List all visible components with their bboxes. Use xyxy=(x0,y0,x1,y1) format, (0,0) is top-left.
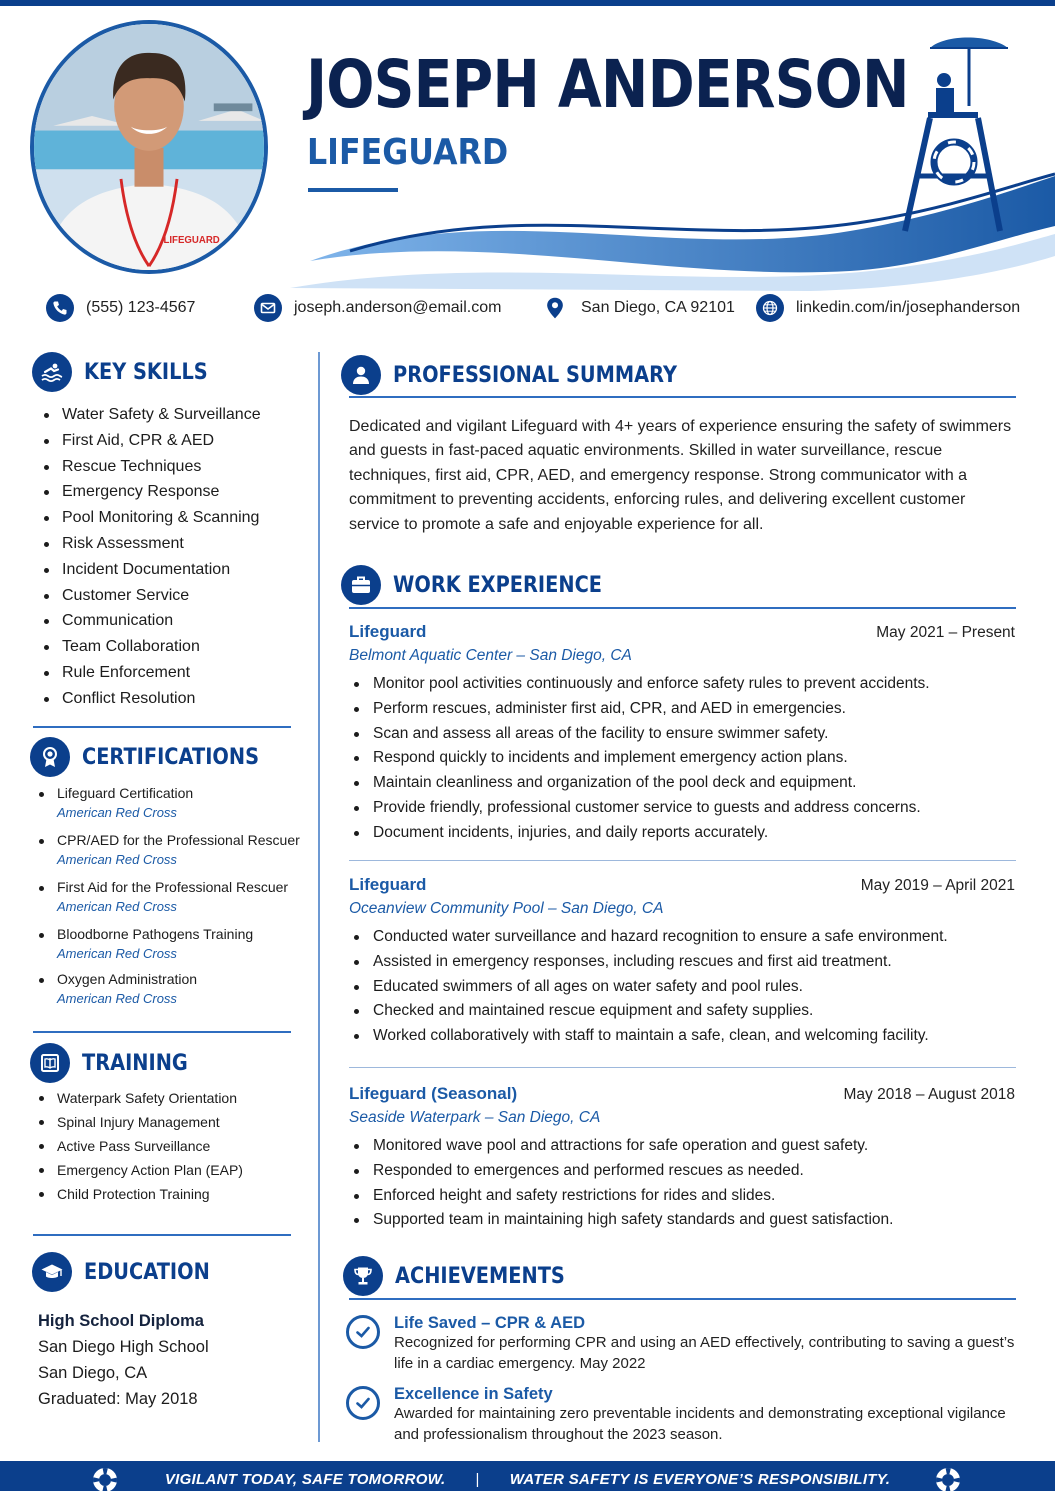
achievement-item xyxy=(346,1313,1016,1374)
certifications-title: CERTIFICATIONS xyxy=(82,744,260,770)
cert-org: American Red Cross xyxy=(57,991,177,1006)
achievement-title: Life Saved – CPR & AED xyxy=(394,1314,586,1332)
header-wave-art xyxy=(290,26,1055,296)
job-bullets xyxy=(349,674,1015,848)
list-item: Document incidents, injuries, and daily reports accurately. xyxy=(349,823,1015,848)
cert-org: American Red Cross xyxy=(57,805,177,820)
list-item: Communication xyxy=(38,610,261,636)
contact-email xyxy=(254,294,501,322)
skills-title: KEY SKILLS xyxy=(84,359,208,385)
contact-phone xyxy=(46,294,195,322)
job-dates: May 2018 – August 2018 xyxy=(843,1086,1015,1103)
list-item: Rescue Techniques xyxy=(38,456,261,482)
section-divider xyxy=(33,1031,291,1033)
list-item: Respond quickly to incidents and implement emergency action plans. xyxy=(349,748,1015,773)
footer-separator: | xyxy=(475,1470,480,1488)
cert-name: CPR/AED for the Professional Rescuer xyxy=(57,832,300,848)
job-role: Lifeguard xyxy=(349,875,427,894)
list-item: Educated swimmers of all ages on water safety and pool rules. xyxy=(349,977,1015,1002)
section-divider xyxy=(33,1234,291,1236)
footer-banner xyxy=(0,1461,1055,1491)
job-dates: May 2021 – Present xyxy=(876,624,1015,641)
graduation-cap-icon xyxy=(32,1252,72,1292)
cert-name: Oxygen Administration xyxy=(57,971,198,987)
list-item xyxy=(33,878,300,925)
list-item xyxy=(33,970,300,1017)
training-list xyxy=(33,1088,243,1208)
list-item: Supported team in maintaining high safety standards and guest satisfaction. xyxy=(349,1210,1015,1235)
experience-header xyxy=(341,565,631,605)
list-item: Monitored wave pool and attractions for safe operation and guest safety. xyxy=(349,1136,1015,1161)
skills-list xyxy=(38,404,261,714)
list-item: Enforced height and safety restrictions for rides and slides. xyxy=(349,1186,1015,1211)
cert-org: American Red Cross xyxy=(57,899,177,914)
list-item: Conducted water surveillance and hazard recognition to ensure a safe environment. xyxy=(349,927,1015,952)
list-item: Monitor pool activities continuously and enforce safety rules to prevent accidents. xyxy=(349,674,1015,699)
achievement-desc: Awarded for maintaining zero preventable incidents and demonstrating exceptional vigilance and professionalism throughout the 2023 season. xyxy=(394,1405,1006,1443)
section-divider xyxy=(349,607,1016,609)
linkedin-text[interactable]: linkedin.com/in/josephanderson xyxy=(796,299,1021,316)
job-divider xyxy=(349,860,1016,861)
list-item: Waterpark Safety Orientation xyxy=(33,1088,243,1112)
briefcase-icon xyxy=(341,565,381,605)
job-entry xyxy=(349,1084,1015,1235)
training-title: TRAINING xyxy=(82,1050,188,1076)
list-item: Perform rescues, administer first aid, CPR, and AED in emergencies. xyxy=(349,699,1015,724)
profile-photo xyxy=(30,20,268,274)
experience-title: WORK EXPERIENCE xyxy=(393,572,602,598)
job-company: Belmont Aquatic Center – San Diego, CA xyxy=(349,647,632,664)
list-item: Assisted in emergency responses, including rescues and first aid treatment. xyxy=(349,952,1015,977)
cert-name: First Aid for the Professional Rescuer xyxy=(57,879,289,895)
photo-shirt-text: LIFEGUARD xyxy=(163,234,220,246)
certifications-list xyxy=(33,784,300,1017)
phone-icon xyxy=(46,294,74,322)
contact-linkedin xyxy=(756,294,1020,322)
job-divider xyxy=(349,1067,1016,1068)
job-company: Oceanview Community Pool – San Diego, CA xyxy=(349,900,664,917)
job-entry xyxy=(349,875,1015,1051)
achievements-header xyxy=(343,1256,588,1296)
list-item: First Aid, CPR & AED xyxy=(38,430,261,456)
list-item: Maintain cleanliness and organization of the pool deck and equipment. xyxy=(349,773,1015,798)
training-header xyxy=(30,1043,202,1083)
education-graduated: Graduated: May 2018 xyxy=(38,1390,198,1408)
education-location: San Diego, CA xyxy=(38,1364,148,1382)
education-school: San Diego High School xyxy=(38,1338,209,1356)
person-icon xyxy=(341,355,381,395)
job-entry xyxy=(349,622,1015,848)
trophy-icon xyxy=(343,1256,383,1296)
list-item: Emergency Action Plan (EAP) xyxy=(33,1160,243,1184)
list-item: Water Safety & Surveillance xyxy=(38,404,261,430)
cert-name: Lifeguard Certification xyxy=(57,785,194,801)
list-item: Checked and maintained rescue equipment and safety supplies. xyxy=(349,1001,1015,1026)
list-item xyxy=(33,831,300,878)
check-circle-icon xyxy=(346,1386,380,1420)
phone-text[interactable]: (555) 123-4567 xyxy=(86,299,196,316)
education-header xyxy=(32,1252,227,1292)
achievement-title: Excellence in Safety xyxy=(394,1385,553,1403)
list-item: Worked collaboratively with staff to maintain a safe, clean, and welcoming facility. xyxy=(349,1026,1015,1051)
contact-location xyxy=(541,294,735,322)
section-divider xyxy=(349,1298,1016,1300)
summary-text: Dedicated and vigilant Lifeguard with 4+ years of experience ensuring the safety of swimmers and guests in fast-paced aquatic environments. Skilled in water surveillance, rescue techniques, first aid, CPR, AED, and emergency response. Strong communicator with a commitment to preventing accidents, enforcing rules, and delivering excellent customer service to promote a safe and enjoyable experience for all. xyxy=(349,418,1012,533)
summary-header xyxy=(341,355,716,395)
section-divider xyxy=(33,726,291,728)
list-item: Provide friendly, professional customer service to guests and address concerns. xyxy=(349,798,1015,823)
list-item: Spinal Injury Management xyxy=(33,1112,243,1136)
achievement-desc: Recognized for performing CPR and using an AED effectively, contributing to saving a guest’s life in a cardiac emergency. May 2022 xyxy=(394,1334,1015,1372)
location-text: San Diego, CA 92101 xyxy=(581,299,735,316)
life-ring-icon xyxy=(92,1467,118,1491)
globe-icon xyxy=(756,294,784,322)
cert-org: American Red Cross xyxy=(57,852,177,867)
achievement-item xyxy=(346,1384,1016,1445)
cert-name: Bloodborne Pathogens Training xyxy=(57,926,254,942)
list-item xyxy=(33,784,300,831)
check-circle-icon xyxy=(346,1315,380,1349)
list-item: Conflict Resolution xyxy=(38,688,261,714)
education-title: EDUCATION xyxy=(84,1259,210,1285)
ribbon-award-icon xyxy=(30,737,70,777)
list-item: Active Pass Surveillance xyxy=(33,1136,243,1160)
certifications-header xyxy=(30,737,283,777)
job-company: Seaside Waterpark – San Diego, CA xyxy=(349,1109,601,1126)
job-title: LIFEGUARD xyxy=(307,132,509,173)
education-block xyxy=(38,1308,209,1412)
list-item: Child Protection Training xyxy=(33,1184,243,1208)
list-item: Team Collaboration xyxy=(38,636,261,662)
list-item: Incident Documentation xyxy=(38,559,261,585)
job-bullets xyxy=(349,927,1015,1051)
email-text[interactable]: joseph.anderson@email.com xyxy=(294,299,502,316)
book-icon xyxy=(30,1043,70,1083)
cert-org: American Red Cross xyxy=(57,946,177,961)
life-ring-icon xyxy=(935,1467,961,1491)
location-pin-icon xyxy=(541,294,569,322)
job-role: Lifeguard (Seasonal) xyxy=(349,1084,518,1103)
summary-title: PROFESSIONAL SUMMARY xyxy=(393,362,677,388)
achievements-title: ACHIEVEMENTS xyxy=(395,1263,565,1289)
list-item: Customer Service xyxy=(38,585,261,611)
list-item: Responded to emergences and performed rescues as needed. xyxy=(349,1161,1015,1186)
job-bullets xyxy=(349,1136,1015,1235)
footer-left-slogan: VIGILANT TODAY, SAFE TOMORROW. xyxy=(164,1470,446,1488)
list-item: Emergency Response xyxy=(38,481,261,507)
list-item: Risk Assessment xyxy=(38,533,261,559)
contact-row xyxy=(0,294,1055,326)
candidate-name: JOSEPH ANDERSON xyxy=(306,46,909,123)
skills-header xyxy=(32,352,225,392)
job-dates: May 2019 – April 2021 xyxy=(860,877,1015,894)
section-divider xyxy=(349,396,1016,398)
swimmer-icon xyxy=(32,352,72,392)
footer-right-slogan: WATER SAFETY IS EVERYONE’S RESPONSIBILITY. xyxy=(509,1470,891,1488)
email-icon xyxy=(254,294,282,322)
list-item xyxy=(33,925,300,970)
list-item: Pool Monitoring & Scanning xyxy=(38,507,261,533)
job-role: Lifeguard xyxy=(349,622,427,641)
column-divider xyxy=(318,352,320,1442)
list-item: Scan and assess all areas of the facility to ensure swimmer safety. xyxy=(349,724,1015,749)
list-item: Rule Enforcement xyxy=(38,662,261,688)
education-degree: High School Diploma xyxy=(38,1312,204,1330)
